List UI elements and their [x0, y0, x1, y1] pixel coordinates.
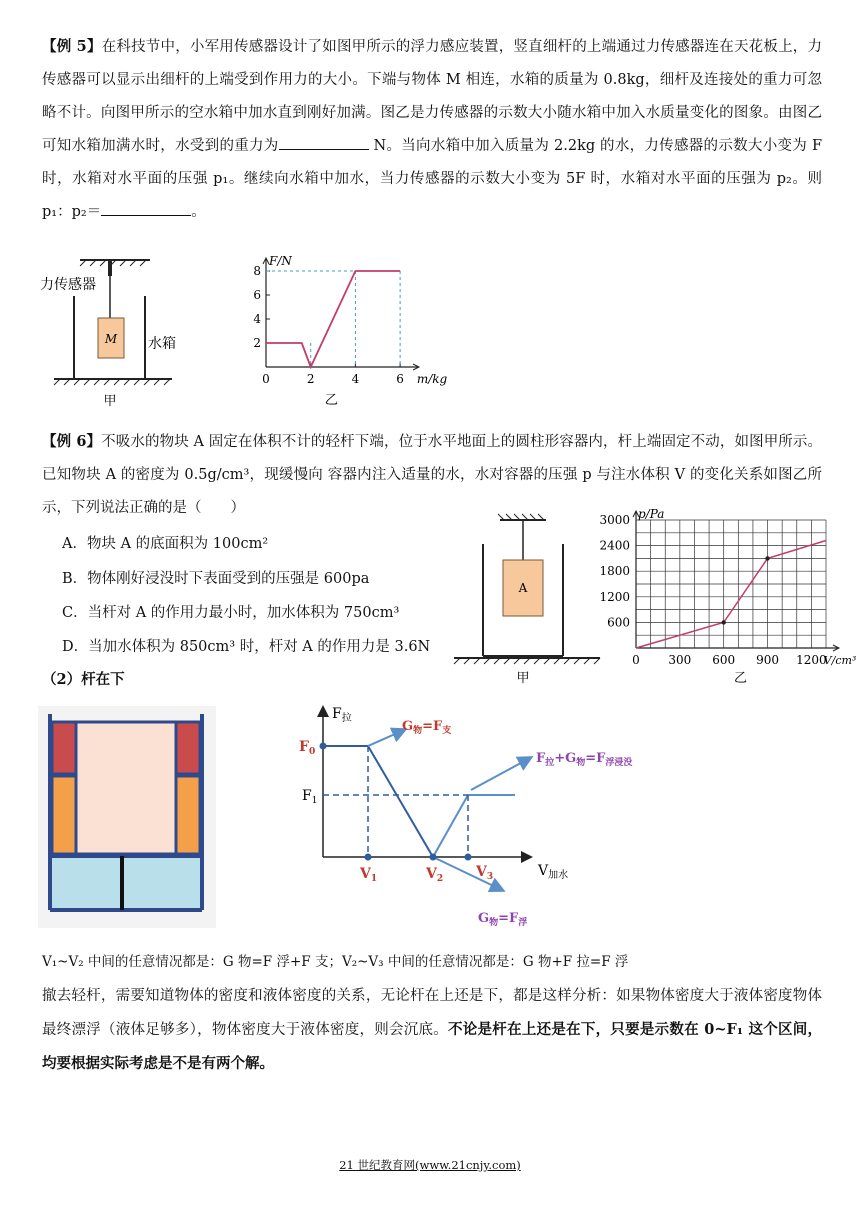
x-tick-label: 600: [712, 653, 736, 667]
option-c[interactable]: C．当杆对 A 的作用力最小时，加水体积为 750cm³: [62, 605, 400, 621]
x-tick-label: 6: [396, 372, 404, 386]
analysis-paragraph: [42, 980, 822, 1081]
x-axis-title: V/cm³: [823, 654, 857, 667]
mass-label: M: [104, 332, 118, 346]
y-tick-label: 6: [253, 288, 261, 302]
figure-caption-yi: 乙: [324, 393, 338, 408]
v3-label: $V_3$: [476, 864, 494, 882]
figure-caption-yi: 乙: [733, 671, 748, 686]
example5-body3: 。: [191, 204, 206, 220]
y-axis-title: p/Pa: [638, 507, 665, 521]
y-tick-label: 3000: [599, 513, 630, 527]
data-point: [765, 556, 769, 560]
analysis-bold: 不论是杆在上还是在下，只要是示数在 0~F₁ 这个区间，均要根据实际考虑是不是有两个解。: [42, 1021, 822, 1072]
blank-2[interactable]: [101, 201, 191, 216]
data-point: [721, 620, 725, 624]
series-line: [266, 271, 400, 367]
analysis-normal: 撤去轻杆，需要知道物体的密度和液体密度的关系，无论杆在上还是下，都是这样分析：如果物体密度大于液体密度物体最终漂浮（液体足够多），物体密度大于液体密度，则会沉底。: [42, 988, 822, 1038]
label-g-equals-f-buoy: $G_物=F_浮$: [478, 911, 528, 928]
object-block: [76, 722, 176, 854]
f0-label: $F_0$: [299, 739, 316, 757]
ex6-figure-jia: [450, 512, 610, 688]
y-tick-label: 1800: [599, 564, 630, 579]
f1-label: $F_1$: [302, 788, 318, 806]
v-range-line: V₁~V₂ 中间的任意情况都是：G 物=F 浮+F 支；V₂~V₃ 中间的任意情况都是：G 物+F 拉=F 浮: [42, 954, 629, 970]
x-axis-label: $V_{加水}$: [538, 863, 569, 881]
label-f-pull-plus-g: $F_拉+G_物=F_{浮浸没}$: [536, 751, 633, 768]
x-tick-label: 4: [351, 372, 360, 386]
y-tick-label: 1200: [599, 589, 630, 604]
example5-body2: N。当向水箱中加入质量为 2.2kg 的水，力传感器的示数大小变为 F 时，水箱对水平面的压强 p₁。继续向水箱中加水，当力传感器的示数大小变为 5F 时，水箱对水平面的压强为 p₂。则 p₁：p₂＝: [42, 138, 823, 220]
option-a[interactable]: A．物块 A 的底面积为 100cm²: [62, 536, 269, 552]
figure-caption-jia: 甲: [103, 394, 117, 409]
x-tick-label: 0: [262, 372, 270, 386]
figure-caption-jia-2: 甲: [516, 671, 530, 686]
example5-text: [42, 30, 822, 229]
section-heading: （2）杆在下: [42, 671, 125, 688]
v1-label: $V_1$: [360, 866, 378, 884]
force-volume-diagram: [290, 700, 660, 932]
sensor-label: 力传感器: [40, 277, 96, 293]
example5-tag: 【例 5】: [42, 38, 102, 55]
option-b[interactable]: B．物体刚好浸没时下表面受到的压强是 600pa: [62, 571, 370, 587]
y-tick-label: 2: [253, 336, 261, 350]
x-axis-title: m/kg: [416, 372, 448, 386]
ex5-figure-jia: [38, 252, 188, 412]
block-a-label: A: [518, 581, 528, 595]
y-tick-label: 8: [253, 264, 261, 278]
x-tick-label: 0: [632, 653, 640, 667]
blank-1[interactable]: [279, 135, 369, 150]
ex5-chart-yi: [240, 252, 448, 412]
x-tick-label: 300: [668, 653, 692, 667]
tank-label: 水箱: [148, 336, 176, 352]
y-tick-label: 2400: [599, 538, 630, 553]
footer-link[interactable]: 21 世纪教育网(www.21cnjy.com): [339, 1158, 521, 1172]
rod-below-container-diagram: [38, 706, 216, 928]
example5-body1: 在科技节中，小军用传感器设计了如图甲所示的浮力感应装置，竖直细杆的上端通过力传感器连在天花板上，力传感器可以显示出细杆的上端受到作用力的大小。下端与物体 M 相连，水箱的质量为 0.8kg，细杆及连接处的重力可忽略不计。向图甲所示的空水箱中加水直到刚好加满。图乙是力传感器的示数大小随水箱中加入水质量变化的图象。由图乙可知水箱加满水时，水受到的重力为: [42, 39, 823, 154]
option-d[interactable]: D．当加水体积为 850cm³ 时，杆对 A 的作用力是 3.6N: [62, 639, 431, 655]
example6-tag: 【例 6】: [42, 433, 102, 450]
example6-body: 不吸水的物块 A 固定在体积不计的轻杆下端，位于水平地面上的圆柱形容器内，杆上端固定不动，如图甲所示。已知物块 A 的密度为 0.5g/cm³，现缓慢向 容器内注入适量的水，水对容器的压强 p 与注水体积 V 的变化关系如图乙所示，下列说法正确的是（ ）: [42, 434, 823, 516]
v2-label: $V_2$: [426, 866, 444, 884]
label-g-equals-f-support: $G_物=F_支$: [402, 719, 452, 736]
y-axis-label: $F_拉$: [332, 706, 352, 724]
x-tick-label: 2: [306, 372, 315, 386]
series-line: [636, 540, 826, 648]
ex6-chart-yi: [596, 506, 856, 688]
y-axis-title: F/N: [269, 254, 292, 268]
y-tick-label: 600: [607, 615, 630, 630]
y-tick-label: 4: [253, 312, 261, 326]
x-tick-label: 1200: [796, 653, 827, 667]
x-tick-label: 900: [756, 653, 779, 667]
